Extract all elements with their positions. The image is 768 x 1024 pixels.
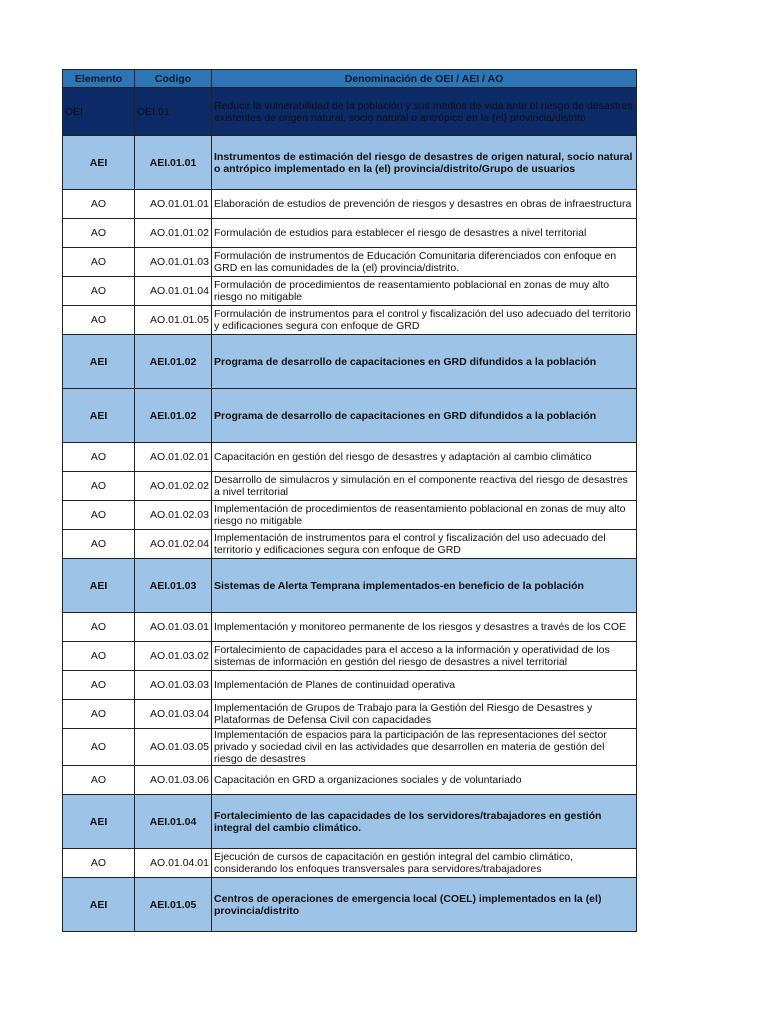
ao-row [63, 306, 637, 335]
cell-denominacion: Centros de operaciones de emergencia local (COEL) implementados en la (el) provincia/distrito [212, 878, 637, 932]
cell-denominacion: Implementación y monitoreo permanente de los riesgos y desastres a través de los COE [212, 613, 637, 642]
cell-codigo: AO.01.04.01 [135, 849, 212, 878]
cell-elemento: AO [63, 729, 135, 766]
cell-denominacion: Sistemas de Alerta Temprana implementados-en beneficio de la población [212, 559, 637, 613]
ao-row [63, 501, 637, 530]
ao-row [63, 642, 637, 671]
table-body [63, 88, 637, 932]
cell-denominacion: Capacitación en GRD a organizaciones sociales y de voluntariado [212, 766, 637, 795]
cell-codigo: AO.01.01.03 [135, 248, 212, 277]
cell-denominacion: Programa de desarrollo de capacitaciones en GRD difundidos a la población [212, 389, 637, 443]
cell-denominacion: Capacitación en gestión del riesgo de desastres y adaptación al cambio climático [212, 443, 637, 472]
cell-elemento: AEI [63, 559, 135, 613]
ao-row [63, 849, 637, 878]
ao-row [63, 277, 637, 306]
cell-elemento: AO [63, 248, 135, 277]
header-denominacion: Denominación de OEI / AEI / AO [212, 70, 637, 88]
cell-elemento: AO [63, 700, 135, 729]
ao-row [63, 530, 637, 559]
cell-elemento: AO [63, 613, 135, 642]
cell-elemento: AO [63, 472, 135, 501]
cell-elemento: AEI [63, 389, 135, 443]
cell-denominacion: Implementación de Planes de continuidad operativa [212, 671, 637, 700]
cell-codigo: AO.01.03.03 [135, 671, 212, 700]
cell-elemento: AEI [63, 335, 135, 389]
cell-denominacion: Instrumentos de estimación del riesgo de desastres de origen natural, socio natural o antrópico implementado en la (el) provincia/distrito/Grupo de usuarios [212, 136, 637, 190]
aei-row [63, 795, 637, 849]
cell-codigo: AO.01.01.01 [135, 190, 212, 219]
cell-elemento: AEI [63, 878, 135, 932]
cell-elemento: AEI [63, 795, 135, 849]
cell-elemento: AO [63, 190, 135, 219]
aei-row [63, 559, 637, 613]
cell-elemento: AO [63, 219, 135, 248]
cell-codigo: AO.01.02.03 [135, 501, 212, 530]
cell-elemento: AO [63, 642, 135, 671]
cell-denominacion: Desarrollo de simulacros y simulación en el componente reactiva del riesgo de desastres a nivel territorial [212, 472, 637, 501]
ao-row [63, 190, 637, 219]
cell-denominacion: Ejecución de cursos de capacitación en gestión integral del cambio climático, considerando los enfoques transversales para servidores/trabajadores [212, 849, 637, 878]
cell-codigo: AEI.01.02 [135, 335, 212, 389]
cell-codigo: AO.01.02.01 [135, 443, 212, 472]
cell-denominacion: Programa de desarrollo de capacitaciones en GRD difundidos a la población [212, 335, 637, 389]
header-row [63, 70, 637, 88]
ao-row [63, 613, 637, 642]
cell-codigo: AO.01.02.02 [135, 472, 212, 501]
cell-codigo: AEI.01.04 [135, 795, 212, 849]
cell-codigo: AO.01.03.05 [135, 729, 212, 766]
ao-row [63, 219, 637, 248]
cell-elemento: AO [63, 306, 135, 335]
ao-row [63, 443, 637, 472]
cell-codigo: AO.01.02.04 [135, 530, 212, 559]
cell-denominacion: Formulación de procedimientos de reasentamiento poblacional en zonas de muy alto riesgo no mitigable [212, 277, 637, 306]
aei-row [63, 389, 637, 443]
header-codigo: Codigo [135, 70, 212, 88]
cell-elemento: AO [63, 766, 135, 795]
cell-codigo: AEI.01.02 [135, 389, 212, 443]
ao-row [63, 729, 637, 766]
cell-codigo: AO.01.01.02 [135, 219, 212, 248]
cell-codigo: AO.01.03.01 [135, 613, 212, 642]
header-elemento: Elemento [63, 70, 135, 88]
cell-denominacion: Implementación de espacios para la participación de las representaciones del sector privado y sociedad civil en las actividades que desarrollen en materia de gestión del riesgo de desastres [212, 729, 637, 766]
planning-table [62, 69, 637, 932]
cell-elemento: AO [63, 501, 135, 530]
cell-denominacion: Formulación de estudios para establecer el riesgo de desastres a nivel territorial [212, 219, 637, 248]
ao-row [63, 472, 637, 501]
aei-row [63, 878, 637, 932]
cell-codigo: AEI.01.01 [135, 136, 212, 190]
ao-row [63, 700, 637, 729]
cell-denominacion: Implementación de procedimientos de reasentamiento poblacional en zonas de muy alto riesgo no mitigable [212, 501, 637, 530]
cell-denominacion: Formulación de instrumentos para el control y fiscalización del uso adecuado del territorio y edificaciones segura con enfoque de GRD [212, 306, 637, 335]
cell-denominacion: Implementación de Grupos de Trabajo para la Gestión del Riesgo de Desastres y Plataformas de Defensa Civil con capacidades [212, 700, 637, 729]
cell-denominacion: Implementación de instrumentos para el control y fiscalización del uso adecuado del territorio y edificaciones segura con enfoque de GRD [212, 530, 637, 559]
ao-row [63, 671, 637, 700]
cell-elemento: AEI [63, 136, 135, 190]
aei-row [63, 136, 637, 190]
cell-elemento: AO [63, 849, 135, 878]
cell-denominacion: Fortalecimiento de capacidades para el acceso a la información y operatividad de los sistemas de información en gestión del riesgo de desastres a nivel territorial [212, 642, 637, 671]
cell-codigo: AO.01.01.05 [135, 306, 212, 335]
cell-elemento: AO [63, 530, 135, 559]
cell-codigo: OEI.01 [135, 88, 212, 136]
ao-row [63, 248, 637, 277]
cell-elemento: AO [63, 443, 135, 472]
cell-elemento: AO [63, 277, 135, 306]
cell-codigo: AO.01.01.04 [135, 277, 212, 306]
cell-codigo: AEI.01.05 [135, 878, 212, 932]
cell-denominacion: Reducir la vulnerabilidad de la población y sus medios de vida ante el riesgo de desastres existentes de origen natural, socio natural o antrópico en la (el) provincia/distrito [212, 88, 637, 136]
cell-elemento: AO [63, 671, 135, 700]
cell-codigo: AO.01.03.02 [135, 642, 212, 671]
oei-row [63, 88, 637, 136]
cell-codigo: AO.01.03.06 [135, 766, 212, 795]
aei-row [63, 335, 637, 389]
cell-codigo: AO.01.03.04 [135, 700, 212, 729]
cell-denominacion: Formulación de instrumentos de Educación Comunitaria diferenciados con enfoque en GRD en las comunidades de la (el) provincia/distrito. [212, 248, 637, 277]
cell-denominacion: Elaboración de estudios de prevención de riesgos y desastres en obras de infraestructura [212, 190, 637, 219]
cell-codigo: AEI.01.03 [135, 559, 212, 613]
cell-elemento: OEI [63, 88, 135, 136]
ao-row [63, 766, 637, 795]
cell-denominacion: Fortalecimiento de las capacidades de los servidores/trabajadores en gestión integral del cambio climático. [212, 795, 637, 849]
